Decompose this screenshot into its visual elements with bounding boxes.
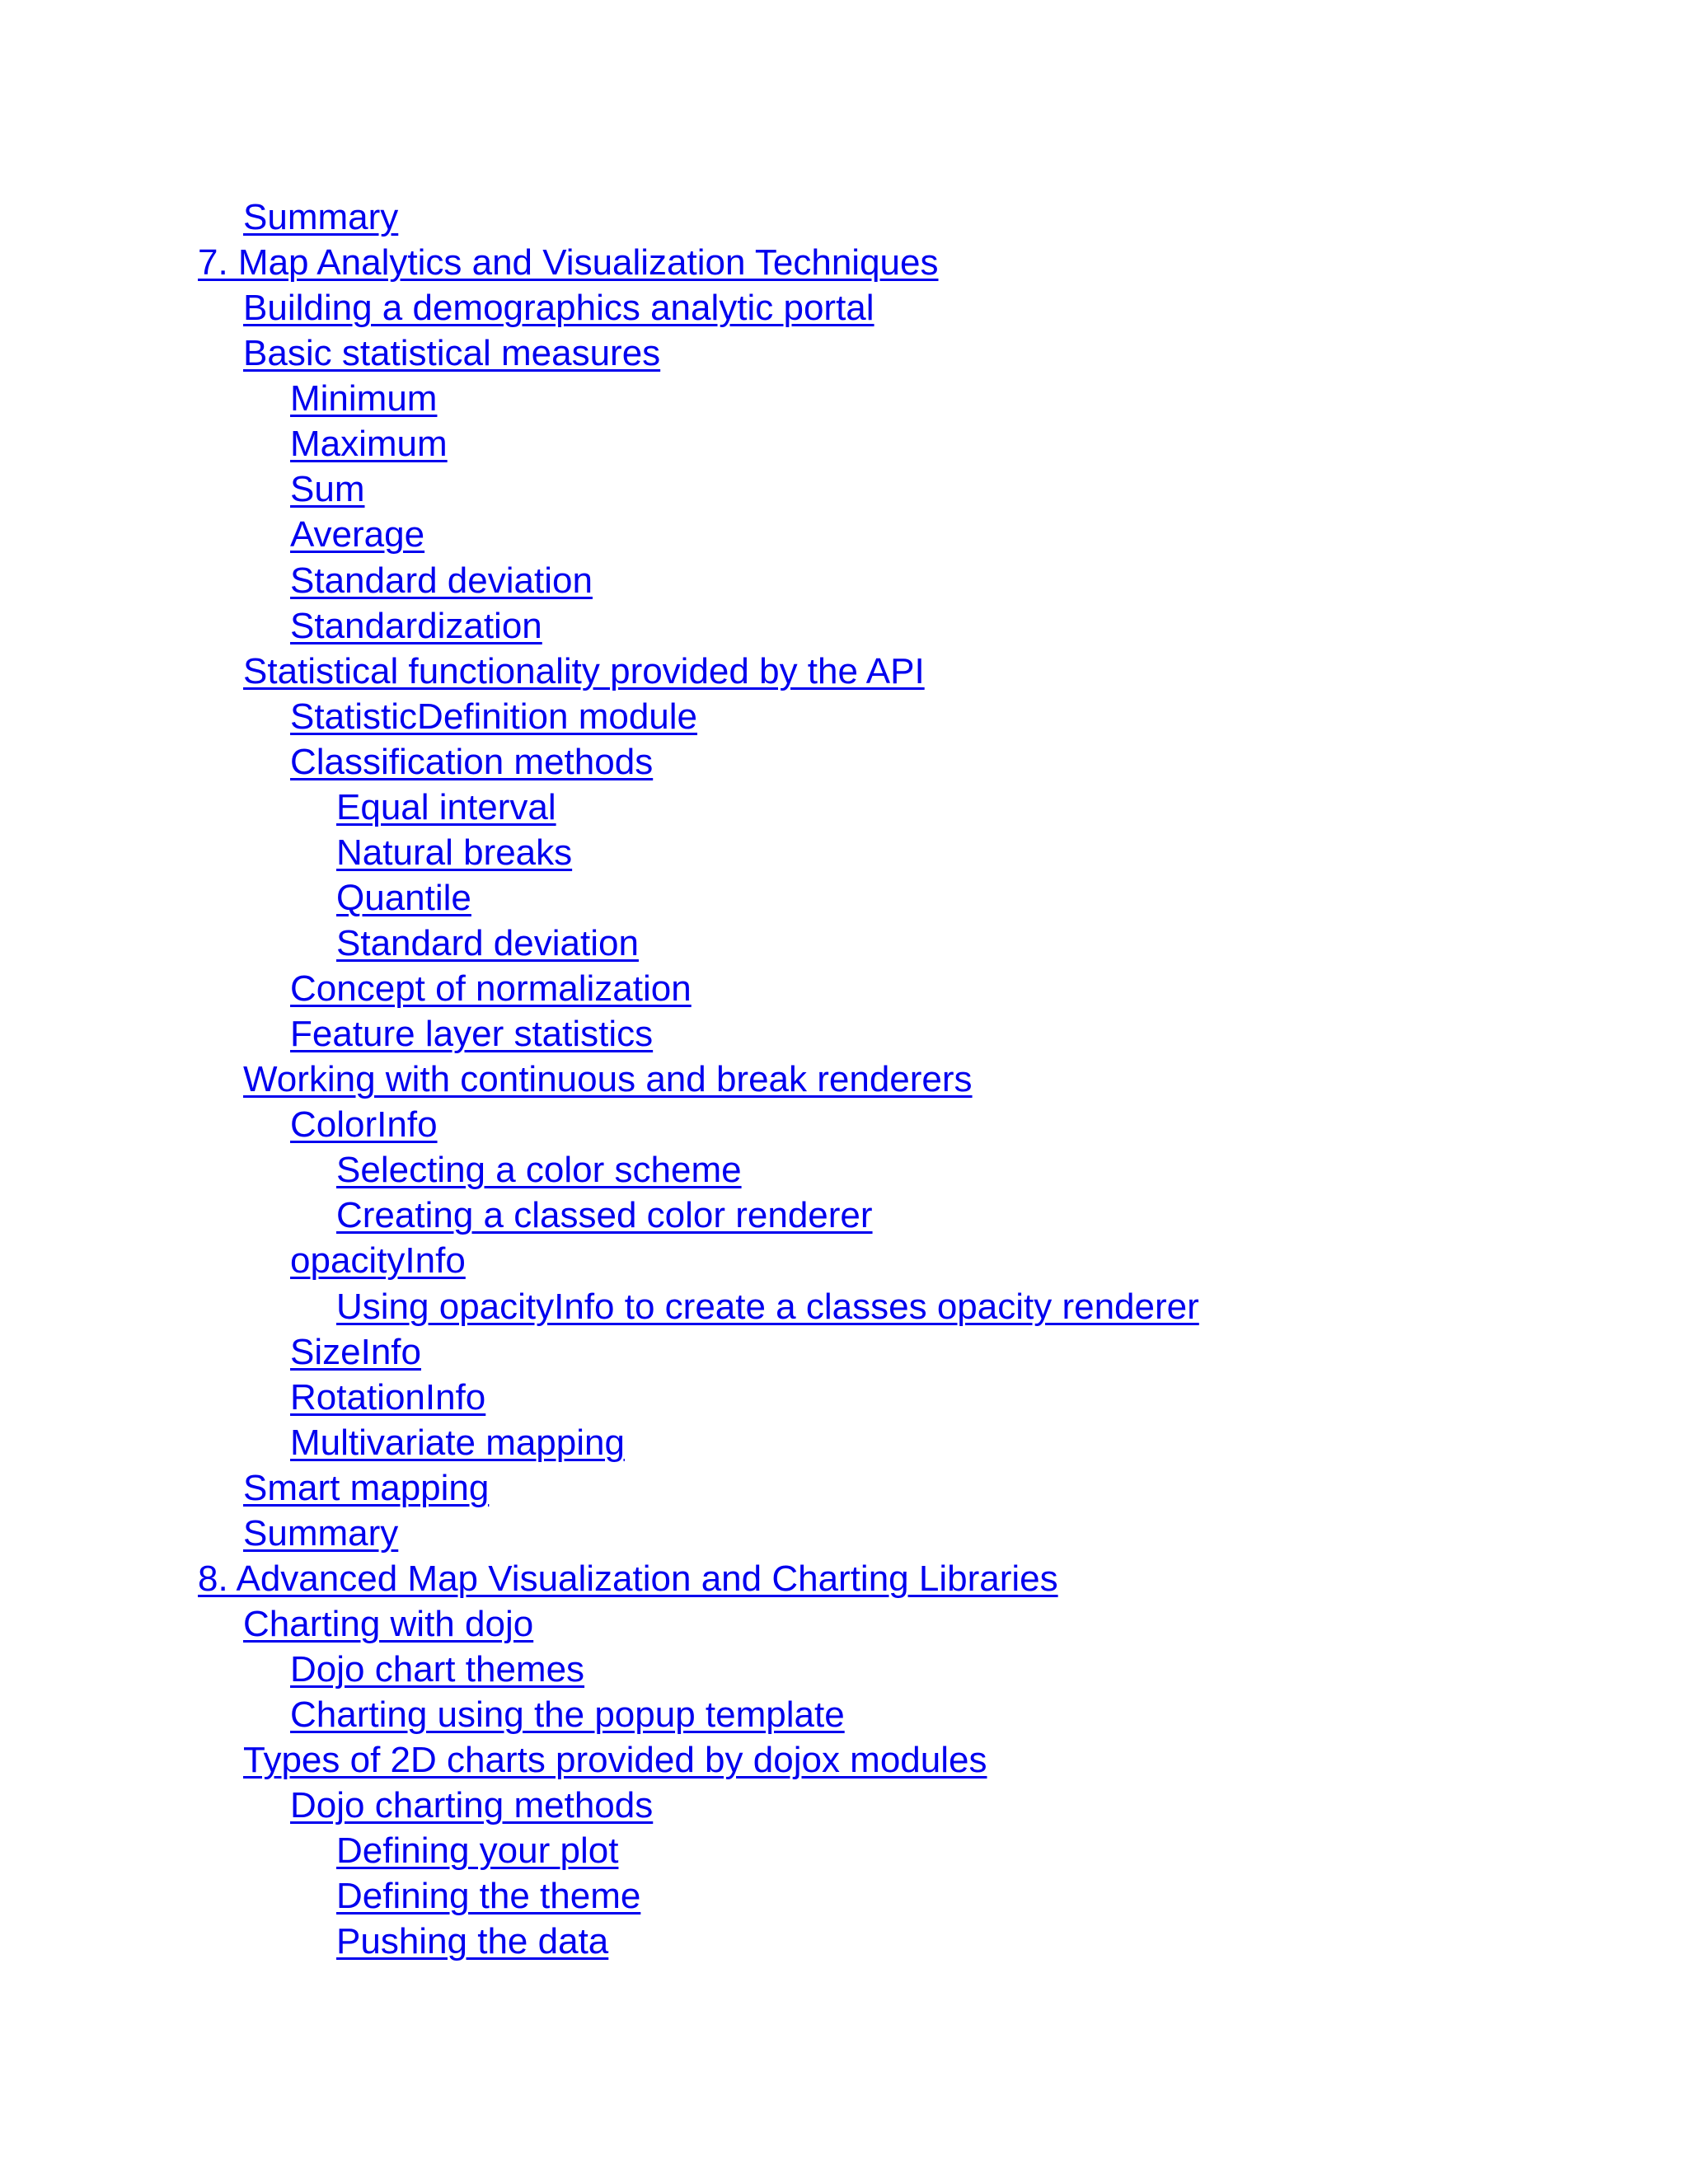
toc-entry xyxy=(0,875,1688,921)
toc-entry xyxy=(0,966,1688,1011)
toc-entry xyxy=(0,830,1688,875)
toc-link[interactable]: Smart mapping xyxy=(243,1467,490,1508)
toc-link[interactable]: Standardization xyxy=(290,605,542,646)
toc-link[interactable]: RotationInfo xyxy=(290,1376,486,1418)
toc-link[interactable]: Average xyxy=(290,514,425,555)
toc-link[interactable]: Minimum xyxy=(290,378,438,419)
toc-entry xyxy=(0,603,1688,649)
toc-link[interactable]: SizeInfo xyxy=(290,1331,421,1372)
table-of-contents xyxy=(0,194,1688,1964)
toc-link[interactable]: Sum xyxy=(290,469,365,510)
toc-entry xyxy=(0,921,1688,966)
toc-link[interactable]: 8. Advanced Map Visualization and Charting Libraries xyxy=(198,1558,1058,1599)
toc-entry xyxy=(0,1147,1688,1193)
toc-link[interactable]: Defining your plot xyxy=(336,1830,619,1872)
toc-link[interactable]: StatisticDefinition module xyxy=(290,696,698,737)
toc-entry xyxy=(0,240,1688,285)
toc-entry xyxy=(0,1828,1688,1873)
toc-entry xyxy=(0,739,1688,785)
toc-link[interactable]: 7. Map Analytics and Visualization Techniques xyxy=(198,242,939,284)
toc-entry xyxy=(0,1011,1688,1057)
toc-entry xyxy=(0,466,1688,512)
toc-link[interactable]: Classification methods xyxy=(290,741,654,782)
toc-entry xyxy=(0,1647,1688,1692)
toc-link[interactable]: Pushing the data xyxy=(336,1921,609,1962)
toc-link[interactable]: Quantile xyxy=(336,877,471,918)
toc-entry xyxy=(0,1511,1688,1556)
toc-link[interactable]: Natural breaks xyxy=(336,832,573,873)
toc-entry xyxy=(0,512,1688,557)
toc-entry xyxy=(0,1238,1688,1283)
toc-link[interactable]: Summary xyxy=(243,1512,399,1554)
toc-link[interactable]: Defining the theme xyxy=(336,1876,641,1917)
toc-entry xyxy=(0,330,1688,376)
toc-entry xyxy=(0,785,1688,830)
toc-entry xyxy=(0,1375,1688,1420)
toc-link[interactable]: Standard deviation xyxy=(290,560,593,601)
toc-entry xyxy=(0,194,1688,240)
toc-entry xyxy=(0,1193,1688,1238)
toc-link[interactable]: Summary xyxy=(243,197,399,237)
toc-entry xyxy=(0,1465,1688,1511)
toc-link[interactable]: opacityInfo xyxy=(290,1240,466,1282)
toc-link[interactable]: Dojo chart themes xyxy=(290,1649,585,1690)
toc-link[interactable]: Statistical functionality provided by the API xyxy=(243,650,925,691)
toc-entry xyxy=(0,1102,1688,1147)
toc-link[interactable]: Using opacityInfo to create a classes opacity renderer xyxy=(336,1286,1199,1327)
toc-entry xyxy=(0,376,1688,421)
toc-entry xyxy=(0,1329,1688,1375)
toc-link[interactable]: ColorInfo xyxy=(290,1104,438,1146)
toc-entry xyxy=(0,1919,1688,1964)
toc-entry xyxy=(0,1783,1688,1828)
toc-link[interactable]: Feature layer statistics xyxy=(290,1014,654,1055)
toc-entry xyxy=(0,285,1688,330)
toc-link[interactable]: Dojo charting methods xyxy=(290,1785,654,1826)
toc-entry xyxy=(0,1692,1688,1737)
toc-link[interactable]: Standard deviation xyxy=(336,923,639,963)
toc-entry xyxy=(0,1284,1688,1329)
toc-link[interactable]: Creating a classed color renderer xyxy=(336,1195,873,1236)
toc-link[interactable]: Selecting a color scheme xyxy=(336,1150,742,1191)
toc-entry xyxy=(0,649,1688,694)
toc-entry xyxy=(0,694,1688,739)
toc-link[interactable]: Multivariate mapping xyxy=(290,1422,625,1463)
toc-link[interactable]: Basic statistical measures xyxy=(243,333,661,374)
toc-entry xyxy=(0,1737,1688,1783)
toc-entry xyxy=(0,558,1688,603)
toc-entry xyxy=(0,1601,1688,1647)
toc-link[interactable]: Charting using the popup template xyxy=(290,1694,845,1736)
toc-entry xyxy=(0,1057,1688,1102)
toc-entry xyxy=(0,1420,1688,1465)
toc-link[interactable]: Equal interval xyxy=(336,786,556,827)
toc-link[interactable]: Maximum xyxy=(290,424,448,465)
toc-link[interactable]: Working with continuous and break renderers xyxy=(243,1059,973,1100)
toc-link[interactable]: Building a demographics analytic portal xyxy=(243,288,874,329)
toc-link[interactable]: Types of 2D charts provided by dojox modules xyxy=(243,1740,987,1781)
toc-entry xyxy=(0,1873,1688,1919)
toc-link[interactable]: Concept of normalization xyxy=(290,968,692,1010)
toc-link[interactable]: Charting with dojo xyxy=(243,1603,534,1644)
toc-entry xyxy=(0,421,1688,466)
toc-entry xyxy=(0,1556,1688,1601)
